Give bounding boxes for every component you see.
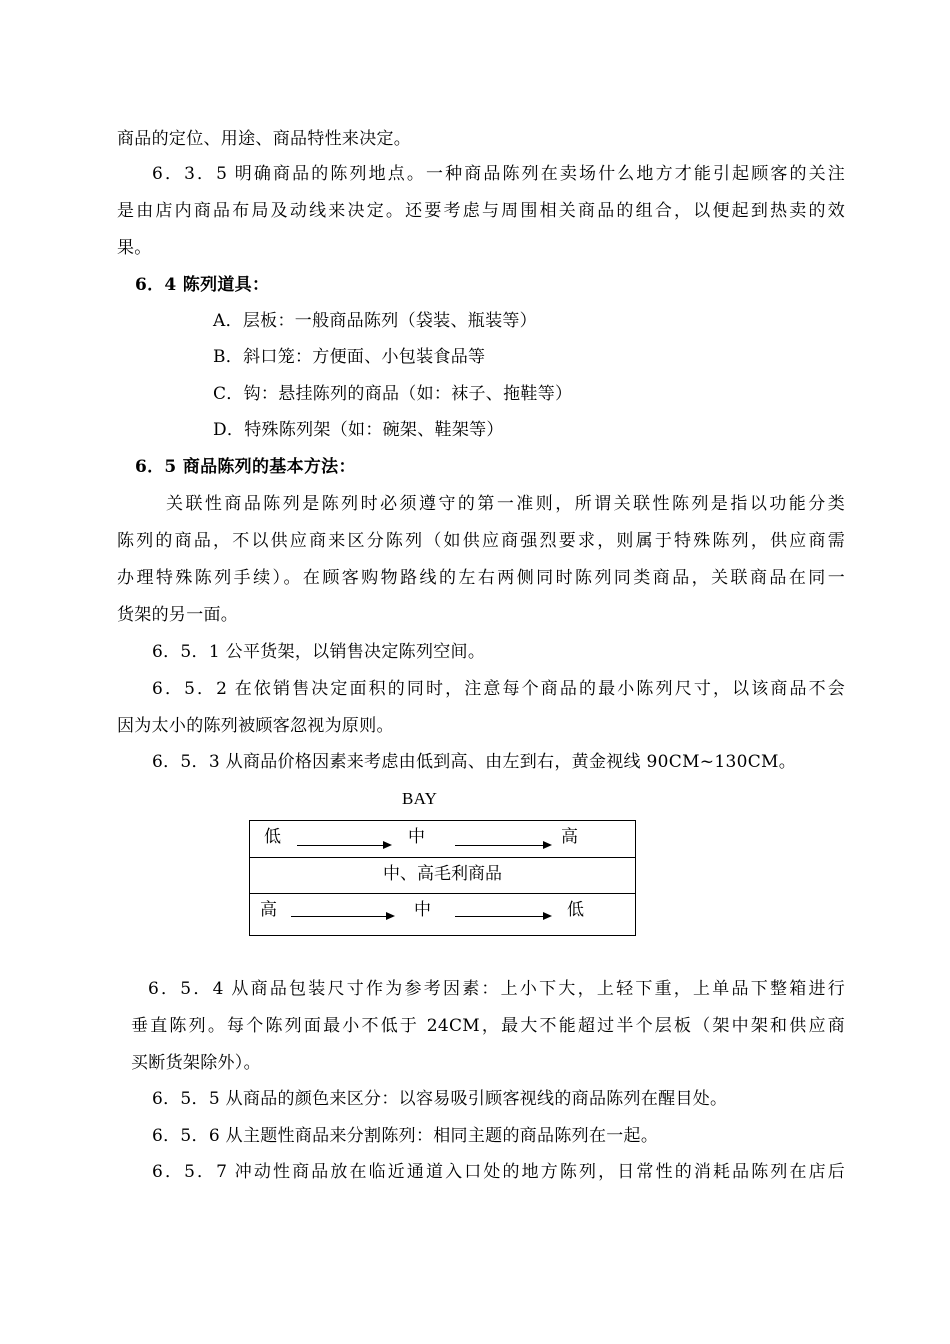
bay-cell-low: 低 <box>264 827 281 847</box>
list-item: A．层板：一般商品陈列（袋装、瓶装等） <box>213 311 537 331</box>
paragraph-line: 因为太小的陈列被顾客忽视为原则。 <box>117 716 394 736</box>
paragraph-line: 货架的另一面。 <box>117 605 239 625</box>
bay-cell-high: 高 <box>561 827 578 847</box>
bay-cell-high: 高 <box>260 900 277 920</box>
paragraph-line: 办理特殊陈列手续）。在顾客购物路线的左右两侧同时陈列同类商品，关联商品在同一 <box>117 568 845 588</box>
list-item: C．钩：悬挂陈列的商品（如：袜子、拖鞋等） <box>213 384 573 404</box>
paragraph-line: 6．5．6 从主题性商品来分割陈列：相同主题的商品陈列在一起。 <box>152 1126 659 1146</box>
paragraph-line: 是由店内商品布局及动线来决定。还要考虑与周围相关商品的组合，以便起到热卖的效 <box>117 201 845 221</box>
arrow-icon <box>455 845 550 846</box>
bay-cell-mid: 中 <box>408 827 425 847</box>
paragraph-line: 买断货架除外）。 <box>131 1053 261 1073</box>
list-item: D．特殊陈列架（如：碗架、鞋架等） <box>213 420 504 440</box>
paragraph-line: 果。 <box>117 238 152 258</box>
paragraph-line: 6．3．5 明确商品的陈列地点。一种商品陈列在卖场什么地方才能引起顾客的关注 <box>152 164 845 184</box>
arrow-icon <box>291 916 393 917</box>
arrow-icon <box>455 916 550 917</box>
bay-row-middle <box>250 858 635 894</box>
paragraph-line: 商品的定位、用途、商品特性来决定。 <box>117 129 412 149</box>
arrow-icon <box>297 845 390 846</box>
paragraph-line: 6．5．4 从商品包装尺寸作为参考因素：上小下大，上轻下重，上单品下整箱进行 <box>148 979 845 999</box>
bay-row-top <box>250 821 635 858</box>
paragraph-line: 6．5．2 在依销售决定面积的同时，注意每个商品的最小陈列尺寸，以该商品不会 <box>152 679 845 699</box>
paragraph-line: 垂直陈列。每个陈列面最小不低于 24CM，最大不能超过半个层板（架中架和供应商 <box>131 1016 845 1036</box>
paragraph-line: 6．5．3 从商品价格因素来考虑由低到高、由左到右，黄金视线 90CM~130CM。 <box>152 752 797 772</box>
section-heading: 6．4 陈列道具： <box>135 275 270 295</box>
bay-table <box>249 820 636 936</box>
bay-cell-low: 低 <box>567 900 584 920</box>
paragraph-line: 6．5．5 从商品的颜色来区分：以容易吸引顾客视线的商品陈列在醒目处。 <box>152 1089 728 1109</box>
section-heading: 6．5 商品陈列的基本方法： <box>135 457 356 477</box>
list-item: B．斜口笼：方便面、小包装食品等 <box>213 347 486 367</box>
bay-cell-mid: 中 <box>414 900 431 920</box>
bay-cell-margin: 中、高毛利商品 <box>383 864 502 884</box>
paragraph-line: 陈列的商品，不以供应商来区分陈列（如供应商强烈要求，则属于特殊陈列，供应商需 <box>117 531 845 551</box>
bay-title: BAY <box>402 789 438 808</box>
bay-row-bottom <box>250 894 635 935</box>
paragraph-line: 6．5．1 公平货架，以销售决定陈列空间。 <box>152 642 486 662</box>
paragraph-line: 6．5．7 冲动性商品放在临近通道入口处的地方陈列，日常性的消耗品陈列在店后 <box>152 1162 845 1182</box>
paragraph-line: 关联性商品陈列是陈列时必须遵守的第一准则，所谓关联性陈列是指以功能分类 <box>166 494 845 514</box>
